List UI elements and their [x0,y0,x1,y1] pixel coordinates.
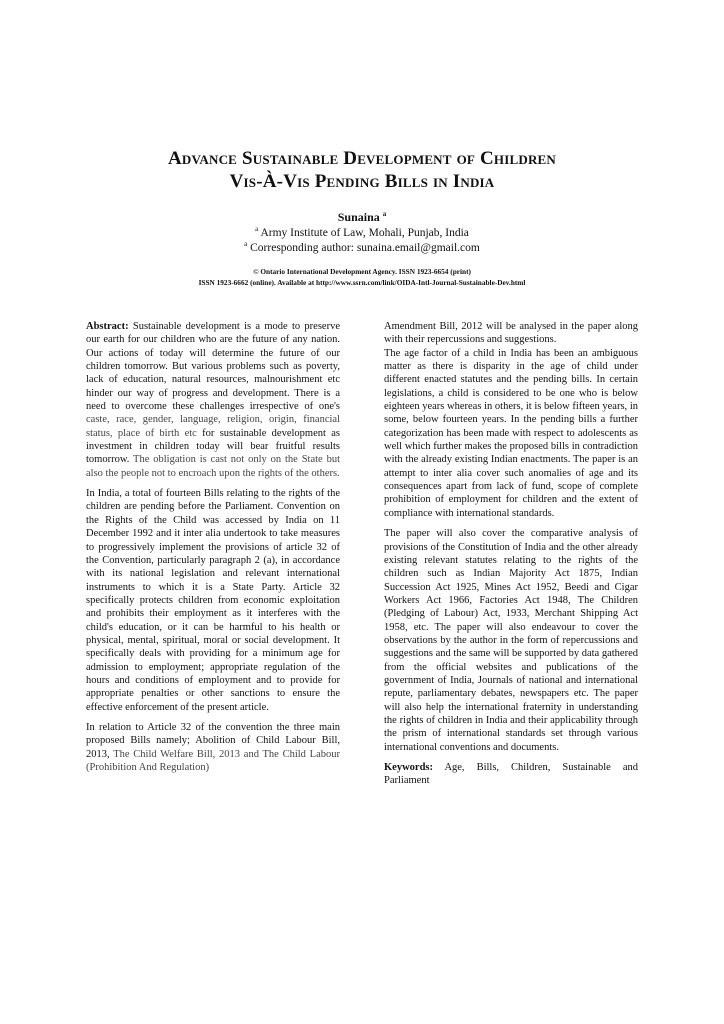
affiliation-sup: a [255,225,259,234]
left-column [86,320,340,774]
publication-line-1: © Ontario International Development Agency. ISSN 1923-6654 (print) [253,267,471,276]
publication-info [80,266,644,288]
abstract-paragraph-5: The paper will also cover the comparative analysis of provisions of the Constitution of India and the other already existing relevant statutes relating to the rights of the children such as Indian Majority Act 1875, Indian Succession Act 1925, Mines Act 1952, Beedi and Cigar Workers Act 1966, Factories Act 1948, The Children (Pledging of Labour) Act, 1933, Merchant Shipping Act 1958, etc. The paper will also endeavour to cover the observations by the author in the form of repercussions and suggestions and the same will be supported by data gathered from the official websites and publications of the government of India, Journals of national and international repute, parliamentary debates, newspapers etc. The paper will also help the international fraternity in understanding the rights of children in India and their applicability through the prism of international standards set through various international conventions and documents. [384,528,638,753]
author-affiliation: $^a$ Army Institute of Law, Mohali, Punjab, India [255,225,469,239]
corresponding-author: $^a$ Corresponding author: sunaina.email@gmail.com [244,240,480,254]
right-column [384,320,638,795]
abstract-paragraph-3-continued: Amendment Bill, 2012 will be analysed in the paper along with their repercussions and suggestions. [384,321,638,346]
abstract-paragraph-1: Abstract: Sustainable development is a mode to preserve our earth for our children who are the future of any nation. Our actions of today will determine the future of our children tomorrow. But various problems such as poverty, lack of education, natural resources, malnourishment etc hinder our way of progress and development. There is a need to overcome these challenges irrespective of one's caste, race, gender, language, religion, origin, financial status, place of birth etc for sustainable development as investment in children today will bear fruitful results tomorrow. The obligation is cast not only on the State but also the people not to encroach upon the rights of the others. [86,321,340,479]
title-line-1: Advance Sustainable Development of Children [167,148,556,169]
author-name: Sunaina $^a$ [337,210,387,224]
abstract-paragraph-2: In India, a total of fourteen Bills relating to the rights of the children are pending before the Parliament. Convention on the Rights of the Child was accessed by India on 11 December 1992 and it inter alia undertook to take measures to progressively implement the provisions of article 32 of the Convention, particularly paragraph 2 (a), in accordance with its national legislation and relevant international instruments to which it is a State Party. Article 32 specifically protects children from economic exploitation and prohibits their employment as it interferes with the child's education, or it can be harmful to his health or physical, mental, spiritual, moral or social development. It specifically deals with providing for a minimum age for admission to employment; appropriate regulation of the hours and conditions of employment and to provide for appropriate penalties or other sanctions to ensure the effective enforcement of the present article. [86,488,340,713]
keywords-label: Keywords: [384,762,433,773]
abstract-paragraph-4: The age factor of a child in India has been an ambiguous matter as there is disparity in the age of child under different enacted statutes and the pending bills. In certain legislations, a child is considered to be one who is below eighteen years whereas in others, it is below fifteen years, in some, below fourteen years. In the pending bills a further categorization has been made with respect to adolescents as well which further makes the proposed bills in contradiction with the already existing Indian enactments. The paper is an attempt to inter alia cover such anomalies of age and its consequences apart from lack of fund, scope of complete prohibition of employment for children and the extent of compliance with international standards. [384,347,638,519]
title-line-2: Vis-À-Vis Pending Bills in India [229,171,495,192]
author-name-sup: a [382,210,387,218]
publication-line-2: ISSN 1923-6662 (online). Available at http://www.ssrn.com/link/OIDA-Intl-Journal-Sustainable-Dev.html [198,278,526,287]
abstract-paragraph-3: In relation to Article 32 of the convention the three main proposed Bills namely; Abolition of Child Labour Bill, 2013, The Child Welfare Bill, 2013 and The Child Labour (Prohibition And Regulation) [86,721,340,773]
corresponding-sup: a [244,240,248,249]
paper-title [60,147,664,193]
abstract-label: Abstract: [86,321,129,332]
author-block [100,210,624,256]
keywords: Keywords: Age, Bills, Children, Sustainable and Parliament [384,762,638,787]
